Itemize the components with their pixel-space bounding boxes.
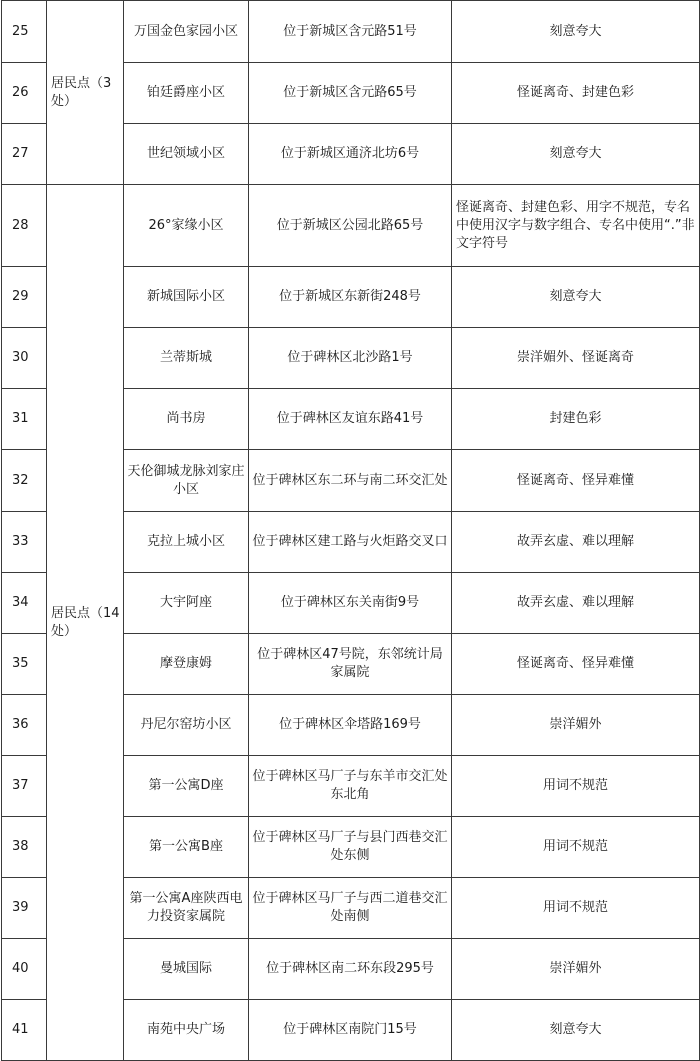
issue: 封建色彩 [452,389,700,450]
row-number: 37 [2,756,47,817]
row-number: 39 [2,878,47,939]
row-number: 29 [2,267,47,328]
row-number: 30 [2,328,47,389]
residence-name: 曼城国际 [124,939,249,1000]
location: 位于碑林区马厂子与西二道巷交汇处南侧 [249,878,452,939]
row-number: 38 [2,817,47,878]
location: 位于碑林区伞塔路169号 [249,695,452,756]
row-number: 40 [2,939,47,1000]
residence-name: 世纪领域小区 [124,124,249,185]
row-number: 35 [2,634,47,695]
residence-name: 兰蒂斯城 [124,328,249,389]
row-number: 32 [2,450,47,512]
residence-name: 南苑中央广场 [124,1000,249,1061]
residence-name: 天伦御城龙脉刘家庄小区 [124,450,249,512]
issue: 怪诞离奇、怪异难懂 [452,634,700,695]
issue: 用词不规范 [452,756,700,817]
location: 位于新城区通济北坊6号 [249,124,452,185]
residence-name: 第一公寓A座陕西电力投资家属院 [124,878,249,939]
residence-name: 铂廷爵座小区 [124,63,249,124]
residence-name: 大宇阿座 [124,573,249,634]
location: 位于新城区东新街248号 [249,267,452,328]
row-number: 31 [2,389,47,450]
row-number: 33 [2,512,47,573]
issue: 用词不规范 [452,817,700,878]
issue: 崇洋媚外、怪诞离奇 [452,328,700,389]
issue: 怪诞离奇、封建色彩、用字不规范，专名中使用汉字与数字组合、专名中使用“.”非文字符号 [452,185,700,267]
row-number: 27 [2,124,47,185]
location: 位于碑林区东关南街9号 [249,573,452,634]
location: 位于碑林区北沙路1号 [249,328,452,389]
issue: 用词不规范 [452,878,700,939]
residence-name: 丹尼尔窑坊小区 [124,695,249,756]
row-number: 34 [2,573,47,634]
location: 位于碑林区友谊东路41号 [249,389,452,450]
category-cell: 居民点（3处） [47,1,124,185]
issue: 刻意夸大 [452,124,700,185]
row-number: 25 [2,1,47,63]
location: 位于碑林区马厂子与县门西巷交汇处东侧 [249,817,452,878]
location: 位于新城区含元路51号 [249,1,452,63]
table-row [2,1,700,63]
location: 位于碑林区南二环东段295号 [249,939,452,1000]
location: 位于碑林区建工路与火炬路交叉口 [249,512,452,573]
residence-name: 新城国际小区 [124,267,249,328]
issue: 刻意夸大 [452,267,700,328]
issue: 故弄玄虚、难以理解 [452,573,700,634]
location: 位于新城区公园北路65号 [249,185,452,267]
issue: 刻意夸大 [452,1,700,63]
issue: 故弄玄虚、难以理解 [452,512,700,573]
naming-issues-table [1,0,700,1061]
residence-name: 摩登康姆 [124,634,249,695]
row-number: 26 [2,63,47,124]
residence-name: 尚书房 [124,389,249,450]
table-row [2,185,700,267]
residence-name: 第一公寓D座 [124,756,249,817]
residence-name: 26°家缘小区 [124,185,249,267]
issue: 崇洋媚外 [452,939,700,1000]
location: 位于碑林区南院门15号 [249,1000,452,1061]
row-number: 41 [2,1000,47,1061]
category-cell: 居民点（14处） [47,185,124,1061]
location: 位于碑林区马厂子与东羊市交汇处东北角 [249,756,452,817]
row-number: 36 [2,695,47,756]
issue: 崇洋媚外 [452,695,700,756]
issue: 怪诞离奇、封建色彩 [452,63,700,124]
residence-name: 第一公寓B座 [124,817,249,878]
issue: 怪诞离奇、怪异难懂 [452,450,700,512]
location: 位于碑林区东二环与南二环交汇处 [249,450,452,512]
issue: 刻意夸大 [452,1000,700,1061]
residence-name: 克拉上城小区 [124,512,249,573]
residence-name: 万国金色家园小区 [124,1,249,63]
location: 位于碑林区47号院，东邻统计局家属院 [249,634,452,695]
row-number: 28 [2,185,47,267]
location: 位于新城区含元路65号 [249,63,452,124]
